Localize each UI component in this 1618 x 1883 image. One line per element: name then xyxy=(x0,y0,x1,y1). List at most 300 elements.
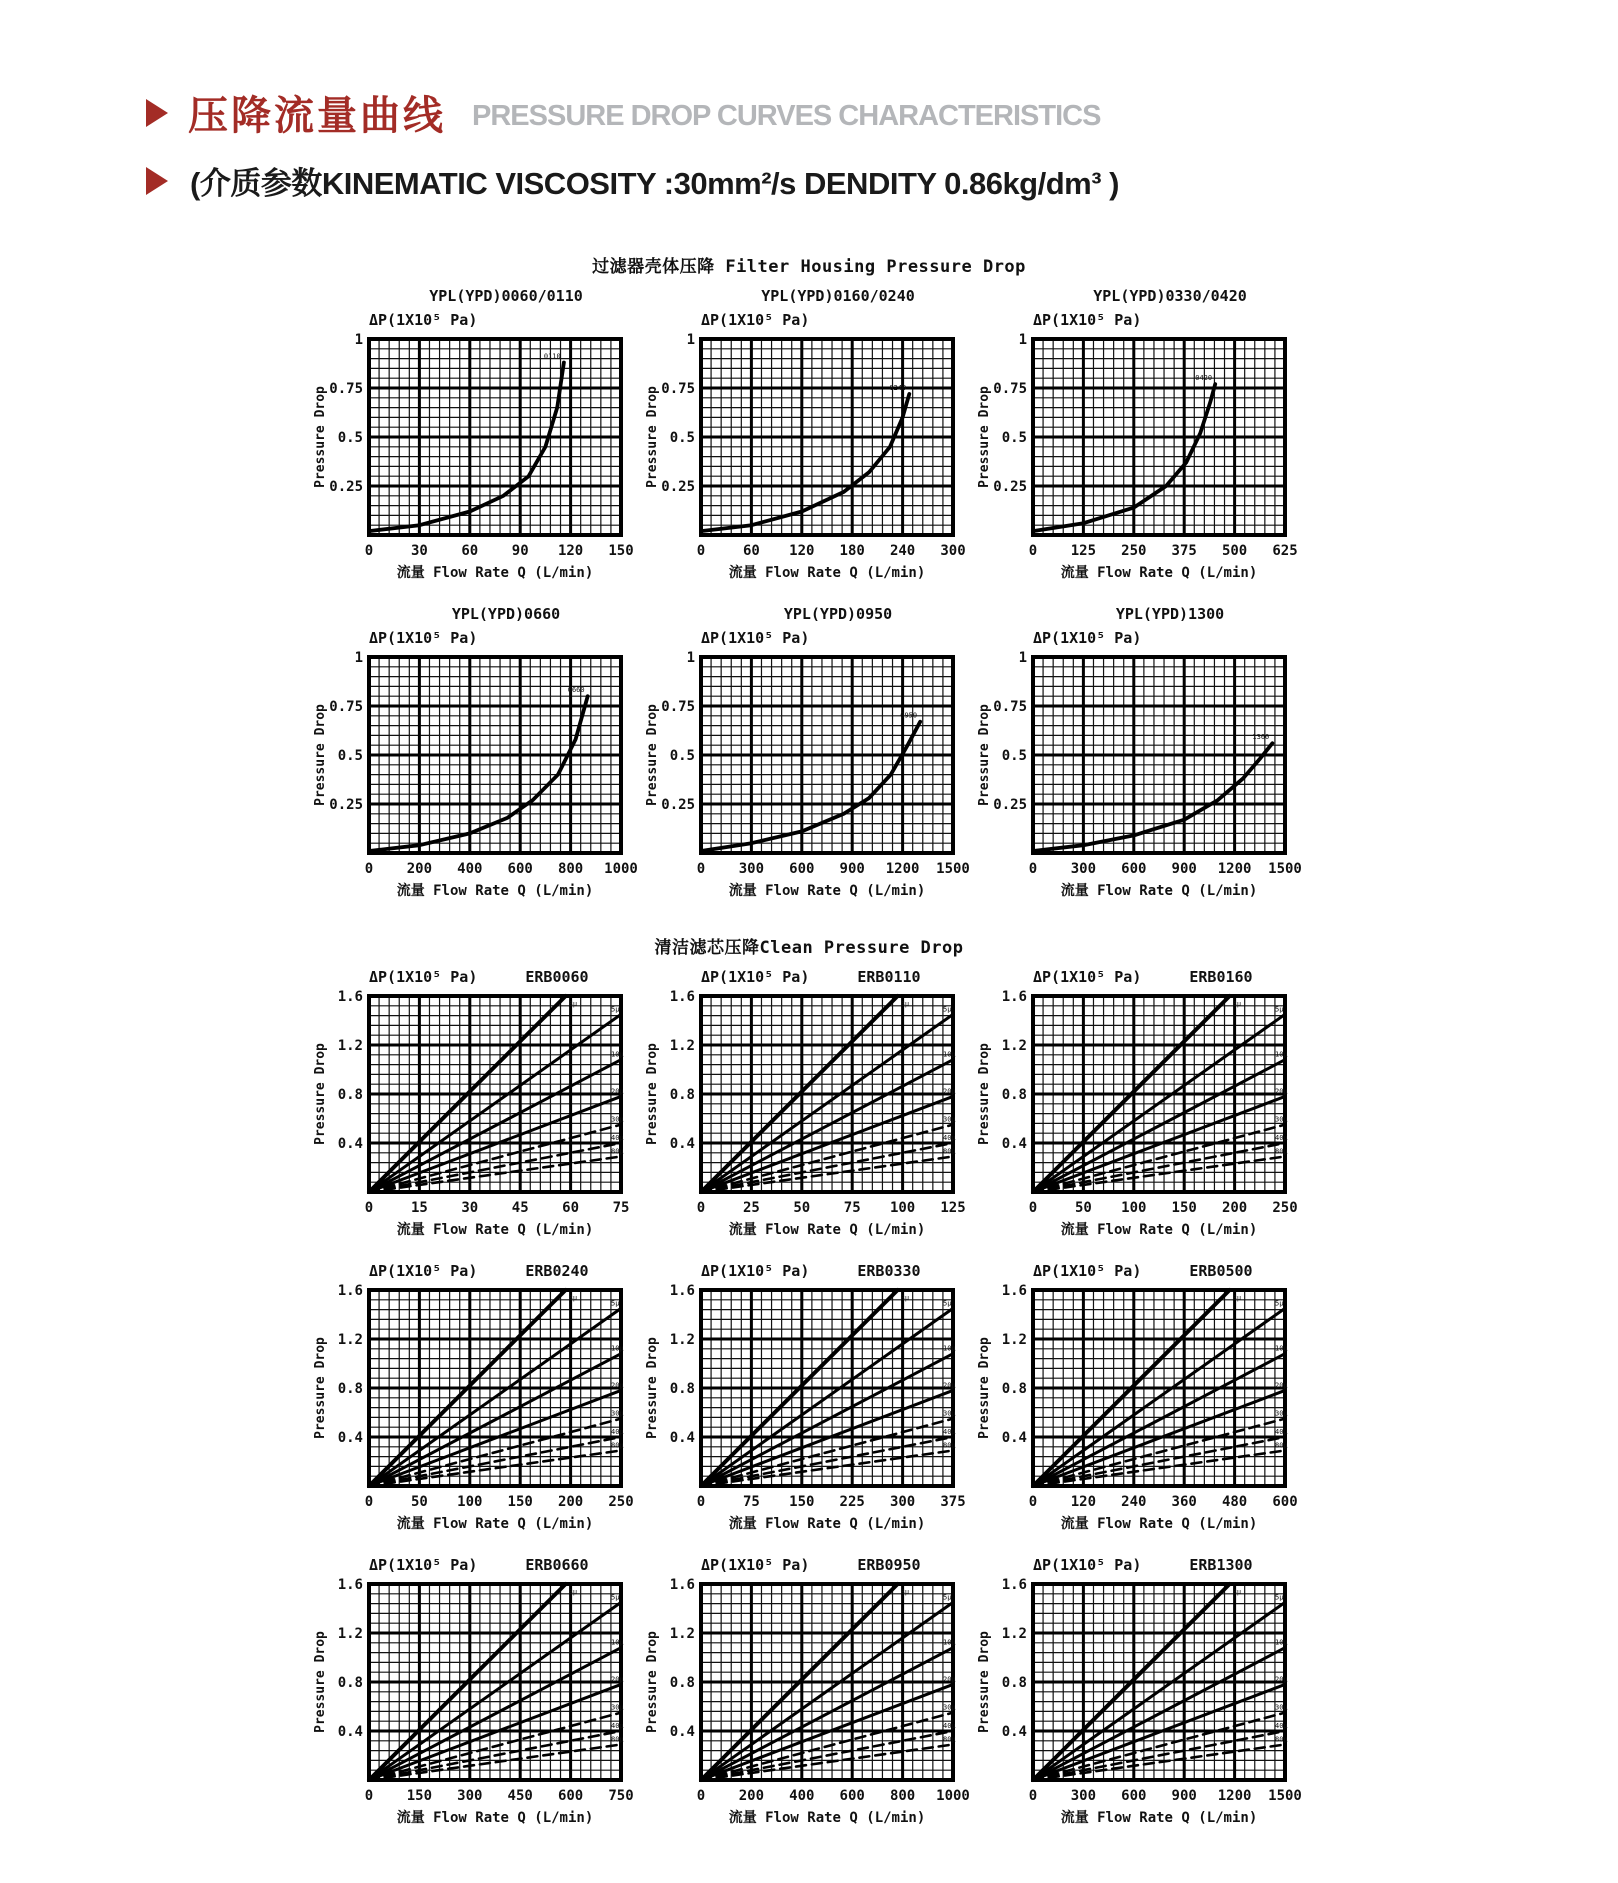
x-tick-label: 360 xyxy=(1171,1494,1197,1510)
curve-end-label: 0420 xyxy=(1195,374,1213,383)
element-curve-40μ xyxy=(369,1731,621,1780)
y-tick-label: 0.8 xyxy=(1001,1087,1027,1103)
x-axis-label: 流量 Flow Rate Q (L/min) xyxy=(728,883,926,899)
micron-label: 3μ xyxy=(1232,1000,1242,1008)
micron-label: 5μ xyxy=(1275,1299,1284,1308)
y-tick-label: 1.6 xyxy=(669,1284,695,1299)
y-tick-label: 0.75 xyxy=(329,381,363,397)
delta-p-axis-label: ΔP(1X10⁵ Pa) ERB0950 xyxy=(701,1556,921,1574)
housing-section-title: 过滤器壳体压降 Filter Housing Pressure Drop xyxy=(592,257,1026,277)
micron-label: 10μ xyxy=(611,1344,624,1353)
y-tick-label: 1.6 xyxy=(337,1578,363,1593)
x-tick-label: 90 xyxy=(511,543,529,559)
y-axis-label: Pressure Drop xyxy=(977,1337,992,1439)
element-curve-80μ xyxy=(1033,1156,1285,1192)
x-axis-label: 流量 Flow Rate Q (L/min) xyxy=(396,1222,594,1238)
x-tick-label: 1000 xyxy=(936,1788,970,1804)
x-tick-label: 0 xyxy=(696,1200,706,1216)
x-tick-label: 150 xyxy=(1171,1200,1197,1216)
chart-title: YPL(YPD)0330/0420 xyxy=(1093,287,1247,305)
y-tick-label: 0.25 xyxy=(329,797,363,813)
element-curve-80μ xyxy=(369,1450,621,1486)
x-tick-label: 200 xyxy=(557,1494,584,1510)
micron-label: 3μ xyxy=(568,1000,578,1008)
element-curve-40μ xyxy=(1033,1143,1285,1192)
y-tick-label: 1.6 xyxy=(669,990,695,1005)
x-tick-label: 0 xyxy=(364,1788,374,1804)
chart-code: ERB0060 xyxy=(525,968,589,986)
x-tick-label: 600 xyxy=(1121,861,1147,877)
micron-label: 10μ xyxy=(943,1050,956,1059)
micron-label: 10μ xyxy=(611,1050,624,1059)
micron-label: 20μ xyxy=(1275,1381,1288,1390)
x-axis-label: 流量 Flow Rate Q (L/min) xyxy=(396,1516,594,1532)
element-curve-80μ xyxy=(1033,1450,1285,1486)
x-tick-label: 600 xyxy=(1272,1494,1298,1510)
y-tick-label: 0.5 xyxy=(1001,430,1027,446)
chart-canvas xyxy=(311,333,651,581)
x-tick-label: 1200 xyxy=(885,861,920,877)
y-axis-label: Pressure Drop xyxy=(645,1631,660,1733)
y-tick-label: 1.2 xyxy=(1001,1038,1027,1054)
chart-code: ERB0500 xyxy=(1189,1262,1253,1280)
x-tick-label: 0 xyxy=(1028,543,1038,559)
y-tick-label: 1.6 xyxy=(1001,990,1027,1005)
x-tick-label: 0 xyxy=(364,543,374,559)
delta-p-axis-label: ΔP(1X10⁵ Pa) xyxy=(1033,629,1142,647)
y-tick-label: 1.6 xyxy=(1001,1284,1027,1299)
y-axis-label: Pressure Drop xyxy=(645,1043,660,1145)
element-curve-5μ xyxy=(1033,1308,1285,1486)
element-curve-40μ xyxy=(369,1437,621,1486)
micron-label: 80μ xyxy=(943,1441,956,1450)
micron-label: 5μ xyxy=(943,1593,952,1602)
x-tick-label: 30 xyxy=(461,1200,479,1216)
x-tick-label: 300 xyxy=(889,1494,916,1510)
x-tick-label: 0 xyxy=(1028,1788,1038,1804)
x-tick-label: 600 xyxy=(557,1788,584,1804)
chart-canvas xyxy=(643,333,983,581)
micron-label: 40μ xyxy=(611,1722,624,1730)
delta-p-axis-label: ΔP(1X10⁵ Pa) ERB0240 xyxy=(369,1262,589,1280)
y-axis-label: Pressure Drop xyxy=(977,386,992,488)
micron-label: 20μ xyxy=(943,1675,956,1684)
x-axis-label: 流量 Flow Rate Q (L/min) xyxy=(396,565,594,581)
x-tick-label: 50 xyxy=(410,1494,428,1510)
micron-label: 30μ xyxy=(1275,1409,1288,1418)
chart-canvas xyxy=(311,990,651,1238)
micron-label: 40μ xyxy=(943,1722,956,1730)
x-tick-label: 225 xyxy=(839,1494,865,1510)
x-tick-label: 60 xyxy=(562,1200,580,1216)
x-tick-label: 800 xyxy=(557,861,584,877)
micron-label: 40μ xyxy=(1275,1722,1288,1730)
y-tick-label: 0.25 xyxy=(661,479,695,495)
y-tick-label: 0.5 xyxy=(337,748,363,764)
pressure-curve xyxy=(701,722,920,851)
y-tick-label: 0.25 xyxy=(993,797,1027,813)
pressure-chart-YPL(YPD)1300 xyxy=(975,605,1307,899)
chart-code: ERB1300 xyxy=(1189,1556,1253,1574)
pressure-chart-ERB0060 xyxy=(311,968,643,1238)
x-tick-label: 250 xyxy=(1121,543,1147,559)
y-axis-label: Pressure Drop xyxy=(645,386,660,488)
micron-label: 40μ xyxy=(611,1134,624,1142)
y-tick-label: 0.75 xyxy=(993,699,1027,715)
housing-charts-grid xyxy=(0,287,1618,899)
x-tick-label: 120 xyxy=(789,543,815,559)
x-tick-label: 45 xyxy=(511,1200,529,1216)
x-axis-label: 流量 Flow Rate Q (L/min) xyxy=(728,1516,926,1532)
x-tick-label: 1500 xyxy=(936,861,970,877)
micron-label: 5μ xyxy=(1275,1593,1284,1602)
x-tick-label: 75 xyxy=(612,1200,630,1216)
element-curve-5μ xyxy=(701,1308,953,1486)
x-tick-label: 50 xyxy=(1074,1200,1092,1216)
x-tick-label: 1000 xyxy=(604,861,638,877)
element-curve-80μ xyxy=(701,1156,953,1192)
chart-title: YPL(YPD)1300 xyxy=(1115,605,1225,623)
x-axis-label: 流量 Flow Rate Q (L/min) xyxy=(1060,1222,1258,1238)
y-tick-label: 0.4 xyxy=(337,1724,363,1740)
y-axis-label: Pressure Drop xyxy=(645,1337,660,1439)
x-tick-label: 0 xyxy=(1028,1494,1038,1510)
x-tick-label: 1500 xyxy=(1268,1788,1302,1804)
x-tick-label: 100 xyxy=(457,1494,483,1510)
x-tick-label: 0 xyxy=(364,1494,374,1510)
x-axis-label: 流量 Flow Rate Q (L/min) xyxy=(1060,565,1258,581)
x-tick-label: 600 xyxy=(789,861,815,877)
x-axis-label: 流量 Flow Rate Q (L/min) xyxy=(1060,883,1258,899)
x-tick-label: 375 xyxy=(1171,543,1197,559)
x-tick-label: 900 xyxy=(1171,861,1197,877)
micron-label: 10μ xyxy=(611,1638,624,1647)
x-tick-label: 480 xyxy=(1221,1494,1248,1510)
y-tick-label: 0.4 xyxy=(337,1430,363,1446)
x-tick-label: 300 xyxy=(1070,1788,1097,1804)
micron-label: 30μ xyxy=(943,1703,956,1712)
x-tick-label: 150 xyxy=(789,1494,815,1510)
micron-label: 30μ xyxy=(611,1703,624,1712)
x-tick-label: 25 xyxy=(742,1200,760,1216)
x-tick-label: 75 xyxy=(843,1200,861,1216)
micron-label: 5μ xyxy=(943,1005,952,1014)
x-tick-label: 1200 xyxy=(1217,861,1252,877)
x-tick-label: 900 xyxy=(839,861,865,877)
x-tick-label: 0 xyxy=(696,543,706,559)
micron-label: 80μ xyxy=(611,1735,624,1744)
micron-label: 5μ xyxy=(943,1299,952,1308)
micron-label: 80μ xyxy=(1275,1441,1288,1450)
pressure-chart-ERB0160 xyxy=(975,968,1307,1238)
chart-canvas xyxy=(311,1284,651,1532)
element-curve-5μ xyxy=(1033,1014,1285,1192)
x-tick-label: 100 xyxy=(1121,1200,1147,1216)
delta-p-axis-label: ΔP(1X10⁵ Pa) ERB1300 xyxy=(1033,1556,1253,1574)
chart-code: ERB0950 xyxy=(857,1556,921,1574)
y-tick-label: 1 xyxy=(354,651,363,666)
micron-label: 10μ xyxy=(1275,1344,1288,1353)
x-axis-label: 流量 Flow Rate Q (L/min) xyxy=(396,883,594,899)
element-curve-80μ xyxy=(701,1744,953,1780)
pressure-chart-ERB0330 xyxy=(643,1262,975,1532)
y-tick-label: 1 xyxy=(1018,651,1027,666)
element-curve-80μ xyxy=(1033,1744,1285,1780)
micron-label: 5μ xyxy=(611,1005,620,1014)
element-curve-5μ xyxy=(369,1014,621,1192)
x-tick-label: 600 xyxy=(839,1788,865,1804)
chart-code: ERB0160 xyxy=(1189,968,1253,986)
y-axis-label: Pressure Drop xyxy=(977,1043,992,1145)
micron-label: 5μ xyxy=(611,1593,620,1602)
delta-p-axis-label: ΔP(1X10⁵ Pa) ERB0060 xyxy=(369,968,589,986)
element-curve-40μ xyxy=(1033,1731,1285,1780)
x-tick-label: 180 xyxy=(839,543,865,559)
x-tick-label: 800 xyxy=(889,1788,916,1804)
micron-label: 30μ xyxy=(943,1409,956,1418)
y-tick-label: 1.2 xyxy=(669,1626,695,1642)
x-tick-label: 400 xyxy=(457,861,483,877)
x-tick-label: 200 xyxy=(406,861,433,877)
delta-p-axis-label: ΔP(1X10⁵ Pa) xyxy=(701,629,810,647)
x-axis-label: 流量 Flow Rate Q (L/min) xyxy=(728,565,926,581)
micron-label: 3μ xyxy=(900,1588,910,1596)
micron-label: 40μ xyxy=(1275,1428,1288,1436)
y-tick-label: 1.2 xyxy=(669,1332,695,1348)
delta-p-axis-label: ΔP(1X10⁵ Pa) ERB0160 xyxy=(1033,968,1253,986)
x-tick-label: 120 xyxy=(1070,1494,1097,1510)
y-tick-label: 0.75 xyxy=(993,381,1027,397)
element-curve-40μ xyxy=(701,1437,953,1486)
x-axis-label: 流量 Flow Rate Q (L/min) xyxy=(396,1810,594,1826)
chart-canvas xyxy=(975,990,1315,1238)
y-tick-label: 0.8 xyxy=(669,1087,695,1103)
y-tick-label: 0.5 xyxy=(337,430,363,446)
micron-label: 20μ xyxy=(611,1087,624,1096)
charts-content xyxy=(0,252,1618,1826)
chart-code: ERB0110 xyxy=(857,968,921,986)
x-tick-label: 1200 xyxy=(1217,1788,1252,1804)
y-tick-label: 0.5 xyxy=(669,748,695,764)
x-tick-label: 250 xyxy=(608,1494,634,1510)
chart-canvas xyxy=(643,651,983,899)
media-parameters-header xyxy=(146,158,1119,203)
micron-label: 80μ xyxy=(943,1735,956,1744)
x-tick-label: 375 xyxy=(940,1494,966,1510)
x-tick-label: 200 xyxy=(1221,1200,1248,1216)
micron-label: 30μ xyxy=(1275,1703,1288,1712)
x-tick-label: 250 xyxy=(1272,1200,1298,1216)
micron-label: 5μ xyxy=(1275,1005,1284,1014)
x-tick-label: 300 xyxy=(738,861,765,877)
chart-canvas xyxy=(643,990,983,1238)
x-tick-label: 150 xyxy=(507,1494,533,1510)
curve-end-label: 0240 xyxy=(889,383,907,392)
chart-code: ERB0240 xyxy=(525,1262,589,1280)
y-tick-label: 0.5 xyxy=(1001,748,1027,764)
y-tick-label: 0.75 xyxy=(661,699,695,715)
chart-canvas xyxy=(975,333,1315,581)
x-tick-label: 0 xyxy=(364,861,374,877)
pressure-chart-ERB1300 xyxy=(975,1556,1307,1826)
page-header xyxy=(146,84,1100,141)
x-axis-label: 流量 Flow Rate Q (L/min) xyxy=(728,1810,926,1826)
micron-label: 20μ xyxy=(611,1675,624,1684)
y-axis-label: Pressure Drop xyxy=(313,386,328,488)
x-tick-label: 0 xyxy=(1028,1200,1038,1216)
micron-label: 20μ xyxy=(611,1381,624,1390)
y-tick-label: 1 xyxy=(686,333,695,348)
micron-label: 30μ xyxy=(611,1115,624,1124)
x-tick-label: 125 xyxy=(1070,543,1097,559)
micron-label: 40μ xyxy=(1275,1134,1288,1142)
chart-canvas xyxy=(975,1284,1315,1532)
pressure-chart-YPL(YPD)0060/0110 xyxy=(311,287,643,581)
y-tick-label: 1 xyxy=(354,333,363,348)
y-axis-label: Pressure Drop xyxy=(313,1043,328,1145)
micron-label: 20μ xyxy=(1275,1087,1288,1096)
micron-label: 20μ xyxy=(943,1381,956,1390)
micron-label: 3μ xyxy=(900,1000,910,1008)
micron-label: 40μ xyxy=(943,1134,956,1142)
x-tick-label: 500 xyxy=(1221,543,1248,559)
curve-end-label: 0660 xyxy=(567,686,585,695)
x-tick-label: 60 xyxy=(742,543,760,559)
x-tick-label: 120 xyxy=(557,543,584,559)
pressure-chart-ERB0950 xyxy=(643,1556,975,1826)
delta-p-axis-label: ΔP(1X10⁵ Pa) ERB0110 xyxy=(701,968,921,986)
micron-label: 80μ xyxy=(1275,1735,1288,1744)
chart-code: ERB0330 xyxy=(857,1262,921,1280)
micron-label: 80μ xyxy=(1275,1147,1288,1156)
pressure-chart-YPL(YPD)0660 xyxy=(311,605,643,899)
x-tick-label: 300 xyxy=(1070,861,1097,877)
x-axis-label: 流量 Flow Rate Q (L/min) xyxy=(1060,1516,1258,1532)
element-curve-5μ xyxy=(369,1602,621,1780)
y-tick-label: 0.8 xyxy=(669,1675,695,1691)
y-tick-label: 1.2 xyxy=(669,1038,695,1054)
y-tick-label: 0.4 xyxy=(337,1136,363,1152)
y-axis-label: Pressure Drop xyxy=(977,704,992,806)
micron-label: 80μ xyxy=(943,1147,956,1156)
y-tick-label: 1.6 xyxy=(337,990,363,1005)
chart-canvas xyxy=(311,651,651,899)
x-tick-label: 0 xyxy=(1028,861,1038,877)
y-tick-label: 0.8 xyxy=(337,1381,363,1397)
delta-p-axis-label: ΔP(1X10⁵ Pa) ERB0500 xyxy=(1033,1262,1253,1280)
micron-label: 3μ xyxy=(568,1588,578,1596)
chart-title: YPL(YPD)0660 xyxy=(451,605,561,623)
micron-label: 20μ xyxy=(943,1087,956,1096)
y-tick-label: 1.2 xyxy=(337,1038,363,1054)
micron-label: 3μ xyxy=(1232,1588,1242,1596)
x-tick-label: 300 xyxy=(457,1788,483,1804)
clean-charts-grid xyxy=(0,968,1618,1826)
x-tick-label: 0 xyxy=(364,1200,374,1216)
y-tick-label: 0.4 xyxy=(669,1136,695,1152)
y-axis-label: Pressure Drop xyxy=(313,704,328,806)
y-tick-label: 1 xyxy=(686,651,695,666)
micron-label: 80μ xyxy=(611,1147,624,1156)
x-tick-label: 625 xyxy=(1272,543,1298,559)
y-tick-label: 1 xyxy=(1018,333,1027,348)
x-tick-label: 15 xyxy=(410,1200,428,1216)
micron-label: 30μ xyxy=(1275,1115,1288,1124)
micron-label: 40μ xyxy=(943,1428,956,1436)
y-tick-label: 0.5 xyxy=(669,430,695,446)
chart-title: YPL(YPD)0060/0110 xyxy=(429,287,583,305)
delta-p-axis-label: ΔP(1X10⁵ Pa) xyxy=(701,311,810,329)
y-tick-label: 1.2 xyxy=(337,1626,363,1642)
x-tick-label: 200 xyxy=(738,1788,765,1804)
element-curve-80μ xyxy=(369,1156,621,1192)
y-axis-label: Pressure Drop xyxy=(313,1631,328,1733)
x-tick-label: 50 xyxy=(793,1200,811,1216)
y-tick-label: 0.4 xyxy=(1001,1724,1027,1740)
y-axis-label: Pressure Drop xyxy=(313,1337,328,1439)
y-tick-label: 1.6 xyxy=(337,1284,363,1299)
pressure-chart-YPL(YPD)0950 xyxy=(643,605,975,899)
x-tick-label: 0 xyxy=(696,1788,706,1804)
x-tick-label: 150 xyxy=(608,543,634,559)
x-tick-label: 600 xyxy=(1121,1788,1147,1804)
chart-canvas xyxy=(643,1284,983,1532)
chart-title: YPL(YPD)0160/0240 xyxy=(761,287,915,305)
micron-label: 30μ xyxy=(943,1115,956,1124)
x-tick-label: 750 xyxy=(608,1788,634,1804)
y-tick-label: 0.8 xyxy=(337,1675,363,1691)
micron-label: 5μ xyxy=(611,1299,620,1308)
micron-label: 30μ xyxy=(611,1409,624,1418)
delta-p-axis-label: ΔP(1X10⁵ Pa) xyxy=(369,629,478,647)
y-tick-label: 1.6 xyxy=(1001,1578,1027,1593)
section-marker-icon xyxy=(146,99,168,127)
x-tick-label: 900 xyxy=(1171,1788,1197,1804)
page-title-en: PRESSURE DROP CURVES CHARACTERISTICS xyxy=(472,100,1101,132)
media-parameters-text: (介质参数KINEMATIC VISCOSITY :30mm²/s DENDITY 0.86kg/dm³ ) xyxy=(190,166,1119,201)
pressure-chart-YPL(YPD)0160/0240 xyxy=(643,287,975,581)
element-curve-80μ xyxy=(369,1744,621,1780)
y-tick-label: 0.4 xyxy=(669,1430,695,1446)
x-tick-label: 150 xyxy=(406,1788,433,1804)
y-tick-label: 0.8 xyxy=(669,1381,695,1397)
y-axis-label: Pressure Drop xyxy=(645,704,660,806)
element-curve-5μ xyxy=(1033,1602,1285,1780)
x-tick-label: 450 xyxy=(507,1788,533,1804)
x-tick-label: 0 xyxy=(696,861,706,877)
micron-label: 80μ xyxy=(611,1441,624,1450)
pressure-chart-ERB0110 xyxy=(643,968,975,1238)
element-curve-5μ xyxy=(701,1602,953,1780)
y-tick-label: 0.4 xyxy=(1001,1136,1027,1152)
y-axis-label: Pressure Drop xyxy=(977,1631,992,1733)
chart-canvas xyxy=(311,1578,651,1826)
y-tick-label: 0.25 xyxy=(661,797,695,813)
x-tick-label: 240 xyxy=(1121,1494,1147,1510)
micron-label: 40μ xyxy=(611,1428,624,1436)
clean-section-title: 清洁滤芯压降Clean Pressure Drop xyxy=(654,938,964,958)
y-tick-label: 0.4 xyxy=(669,1724,695,1740)
delta-p-axis-label: ΔP(1X10⁵ Pa) xyxy=(1033,311,1142,329)
y-tick-label: 0.8 xyxy=(1001,1381,1027,1397)
chart-title: YPL(YPD)0950 xyxy=(783,605,893,623)
micron-label: 10μ xyxy=(1275,1638,1288,1647)
y-tick-label: 1.2 xyxy=(337,1332,363,1348)
y-tick-label: 0.8 xyxy=(1001,1675,1027,1691)
element-curve-5μ xyxy=(701,1014,953,1192)
delta-p-axis-label: ΔP(1X10⁵ Pa) ERB0660 xyxy=(369,1556,589,1574)
delta-p-axis-label: ΔP(1X10⁵ Pa) xyxy=(369,311,478,329)
